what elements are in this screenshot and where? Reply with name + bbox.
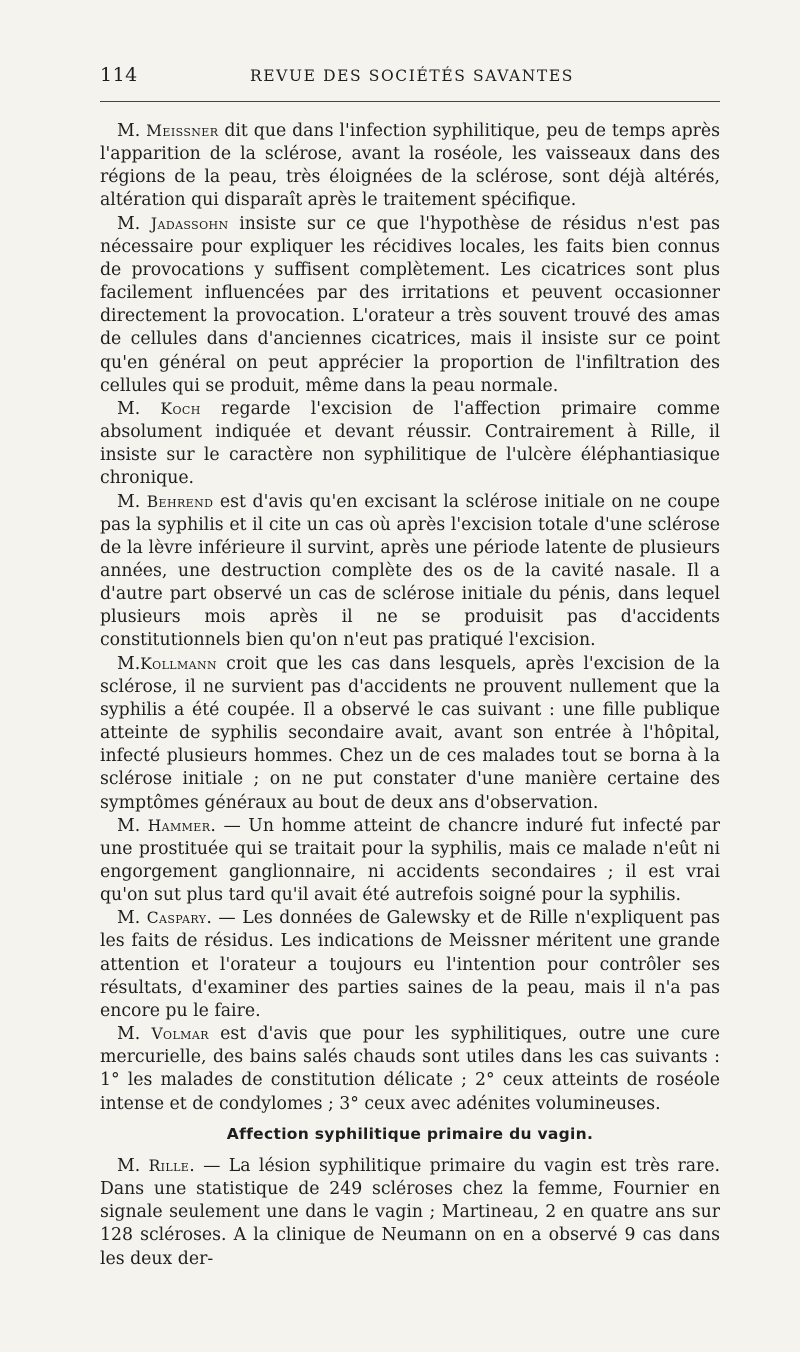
speaker-name: Koch xyxy=(160,399,201,418)
speaker-name: Behrend xyxy=(146,492,214,511)
paragraph-koch: M. Koch regarde l'excision de l'affection primaire comme absolument indiquée et devant réussir. Contrairement à Rille, il insiste sur le caractère non syphilitique de l'ulcère éléphantiasique chronique. xyxy=(100,398,720,489)
section-heading: Affection syphilitique primaire du vagin. xyxy=(226,1124,594,1143)
paragraph-caspary: M. Caspary. — Les données de Galewsky et de Rille n'expliquent pas les faits de résidus. Les indications de Meissner méritent une grande attention et l'orateur a toujours eu l'intention pour contrôler ses résultats, d'examiner des parties saines de la peau, mais il n'a pas encore pu le faire. xyxy=(100,908,720,1021)
paragraph-kollmann: M.Kollmann croit que les cas dans lesquels, après l'excision de la sclérose, il ne survient pas d'accidents ne prouvent nullement que la syphilis a été coupée. Il a observé le cas suivant : une fille publique atteinte de syphilis secondaire avait, avant son entrée à l'hôpital, infecté plusieurs hommes. Chez un de ces malades tout se borna à la sclérose initiale ; on ne put constater d'une manière certaine des symptômes généraux au bout de deux ans d'observation. xyxy=(100,653,720,813)
running-title: REVUE DES SOCIÉTÉS SAVANTES xyxy=(250,67,575,85)
speaker-name: Volmar xyxy=(151,1025,209,1044)
paragraph-jadassohn: M. Jadassohn insiste sur ce que l'hypothèse de résidus n'est pas nécessaire pour expliquer les récidives locales, les faits bien connus de provocations y suffisent complètement. Les cicatrices sont plus facilement influencées par des irritations et peuvent occasionner directement la provocation. L'orateur a très souvent trouvé des amas de cellules dans d'anciennes cicatrices, mais il insiste sur ce point qu'en général on peut apprécier la proportion de l'infiltration des cellules qui se produit, même dans la peau normale. xyxy=(100,213,720,396)
paragraph-behrend: M. Behrend est d'avis qu'en excisant la sclérose initiale on ne coupe pas la syphilis et il cite un cas où après l'excision totale d'une sclérose de la lèvre inférieure il survint, après une période latente de plusieurs années, une destruction complète des os de la cavité nasale. Il a d'autre part observé un cas de sclérose initiale du pénis, dans lequel plusieurs mois après il ne se produisit pas d'accidents constitutionnels bien qu'on n'eut pas pratiqué l'excision. xyxy=(100,491,721,651)
speaker-name: Meissner xyxy=(146,122,219,140)
running-header xyxy=(100,64,718,90)
speaker-name: Rille xyxy=(148,1156,190,1175)
article-body xyxy=(100,120,720,1271)
speaker-name: Caspary xyxy=(146,909,207,928)
paragraph-hammer: M. Hammer. — Un homme atteint de chancre induré fut infecté par une prostituée qui se traitait pour la syphilis, mais ce malade n'eût ni engorgement ganglionnaire, ni accidents secondaires ; il est vrai qu'on sut plus tard qu'il avait été autrefois soigné pour la syphilis. xyxy=(100,815,720,906)
paragraph-rille: M. Rille. — La lésion syphilitique primaire du vagin est très rare. Dans une statistique de 249 scléroses chez la femme, Fournier en signale seulement une dans le vagin ; Martineau, 2 en quatre ans sur 128 scléroses. A la clinique de Neumann on en a observé 9 cas dans les deux der- xyxy=(100,1155,720,1269)
paragraph-volmar: M. Volmar est d'avis que pour les syphilitiques, outre une cure mercurielle, des bains salés chauds sont utiles dans les cas suivants : 1° les malades de constitution délicate ; 2° ceux atteints de roséole intense et de condylomes ; 3° ceux avec adénites volumineuses. xyxy=(100,1024,720,1114)
speaker-name: Hammer xyxy=(147,816,211,835)
paragraph-meissner: M. Meissner dit que dans l'infection syphilitique, peu de temps après l'apparition de la sclérose, avant la roséole, les vaisseaux dans des régions de la peau, très éloignées de la sclérose, sont déjà altérés, altération qui disparaît après le traitement spécifique. xyxy=(100,121,720,211)
page-number: 114 xyxy=(100,64,138,86)
speaker-name: Jadassohn xyxy=(150,214,229,233)
speaker-name: Kollmann xyxy=(140,654,218,673)
header-rule xyxy=(100,101,720,102)
